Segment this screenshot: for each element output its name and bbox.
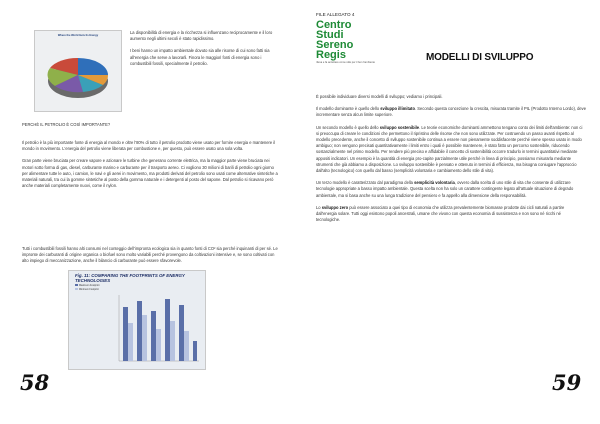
paragraph-illimitato: Il modello dominante è quello dello sviluppo illimitato. Secondo questa concezione la crescita, misurata tramite il PIL (Prodotto Interno Lordo), deve incrementare senza alcun limite superiore. <box>316 106 586 118</box>
paragraph-semplicita: Un terzo modello è caratterizzato dal paradigma della semplicità volontaria, ovvero dalla scelta di uno stile di vita che consente di utilizzare tecnologie appropriate a basso impatto ambientale. Questa scelta non ha solo un carattere contingente legato all'attuale situazione di degrado ambientale, ma si basa anche su una lunga tradizione del pensiero e fa appello alla dimensione della responsabilità. <box>316 180 574 198</box>
footprint-bar-chart <box>68 270 206 370</box>
body-text <box>22 140 280 195</box>
page-number-right: 59 <box>552 370 582 395</box>
energy-pie-chart <box>34 30 122 112</box>
body-paragraph-2: Gran parte viene bruciata per creare vapore e azionare le turbine che generano corrente elettrica, ma la maggior parte viene bruciata nei motori sotto forma di gas, diesel, carburante marino e carburante per il trasporto aereo. Ci vogliono 30 milioni di barili di petrolio ogni giorno per alimentare tutte le auto, i camion, le navi e gli aerei in movimento, ma prodotti derivati del petrolio sono usati come alternative sintetiche a materiali naturali, tra cui la gomme sintetiche al posto della gomma naturale e i detergenti al posto del sapone. Dal petrolio si ricavano però anche materiali completamente nuovi, come il nylon. <box>22 158 278 189</box>
pie-chart-title: Where the World Gets Its Energy <box>57 34 99 37</box>
logo-tagline: rileva e fa accettare come stile per il ben l'ambiente <box>316 61 375 64</box>
bar-graphic <box>69 271 205 369</box>
section-title: MODELLI DI SVILUPPO <box>426 52 534 63</box>
right-body <box>316 94 586 229</box>
intro-text <box>130 30 280 73</box>
right-page <box>300 0 600 424</box>
page-number-left: 58 <box>20 370 50 395</box>
legend-item-max: Maximum Footprint <box>75 284 99 287</box>
footprint-paragraph: Tutti i combustibili fossili hanno alti consumi nel conteggio dell'impronta ecologica sia in quanto fonti di CO² sia perché inquinanti di per sé. Le impronte dei carburanti di origine organica o biofuel sono molto variabili perché provengono da coltivazioni intensive e, se sono coltivati con alto impiego di meccanizzazione, anche il bilancio di carburante può essere sfavorevole. <box>22 246 278 264</box>
section-heading: PERCHÈ IL PETROLIO È COSÌ IMPORTANTE? <box>22 122 111 127</box>
bar-chart-title: Fig. 11: COMPARING THE FOOTPRINTS OF ENERGY TECHNOLOGIES <box>75 273 185 283</box>
paragraph-sostenibile: Un secondo modello è quello dello sviluppo sostenibile. Le teorie economiche dominanti ammettono tengano conto dei limiti dell'ambiente: non ci si preoccupa di creare le condizioni che permettono il ripristino delle risorse che non sono utilizzate. Per costruendo un passo avanti rispetto al modello precedente, anche il concetto di sviluppo sostenibile continua a essere non pienamente soddisfacente perché viene spesso usato in modo ambiguo; non vengono precisati quantitativamente i limiti entro i quali è possibile mantenere, è stato fatto un percorso sostenibile, riducendo sostanzialmente nel primo modello. Per rendere più preciso e affidabile il concetto di sostenibilità occorre tradurlo in termini quantitativi mediante appositi indicatori. Un esempio è la quantità di energia pro-capite parzialmente utile perché in linea di principio, possiamo misurarla mediante strumenti che già abbiamo a disposizione. Lo sviluppo sostenibile è pensato e ottenuto in termini di efficienza, ma bisogna coniugare l'approccio dall'alto (tecnologico) con quello dal basso (semplicità volontaria e cambiamento dello stile di vita). <box>316 124 583 174</box>
intro-paragraph-2: I beni hanno un impatto ambientale dovuto sia alle risorse di cui sono fatti sia all'energia che serve a lavorarli. Finora le maggiori fonti di energia sono i combustibili fossili, specialmente il petrolio. <box>130 48 270 66</box>
paragraph-sviluppo-zero: Lo sviluppo zero può essere associato a quei tipo di economia che utilizza prevalentemente biomasse prodotte dai cicli naturali a partire dall'energia solare. Tutti oggi esistono popoli ancestrali, umane che vivono con questa economia di sussistenza e non sono né ricchi né tecnologiche. <box>316 204 565 223</box>
body-paragraph-1: Il petrolio è la più importante fonte di energia al mondo e oltre l'80% di tutto il petrolio prodotto viene usato per fornire energia e mantenere il mondo in movimento. L'energia del petrolio viene liberata per combustione e, per questo, può essere usato una sola volta. <box>22 140 276 152</box>
right-intro: È possibile individuare diversi modelli di sviluppo; vediamo i principali. <box>316 94 443 99</box>
legend-item-min: Minimum Footprint <box>75 288 99 291</box>
pie-graphic <box>35 31 121 111</box>
centro-studi-logo: Centro Studi Sereno Regis rileva e fa accettare come stile per il ben l'ambiente <box>316 20 396 90</box>
intro-paragraph-1: La disponibilità di energia e la ricchezza si influenzano reciprocamente e il loro aumento negli ultimi secoli è stato rapidissimo. <box>130 30 273 42</box>
attachment-label: FILE ALLEGATO 4 <box>316 12 355 17</box>
